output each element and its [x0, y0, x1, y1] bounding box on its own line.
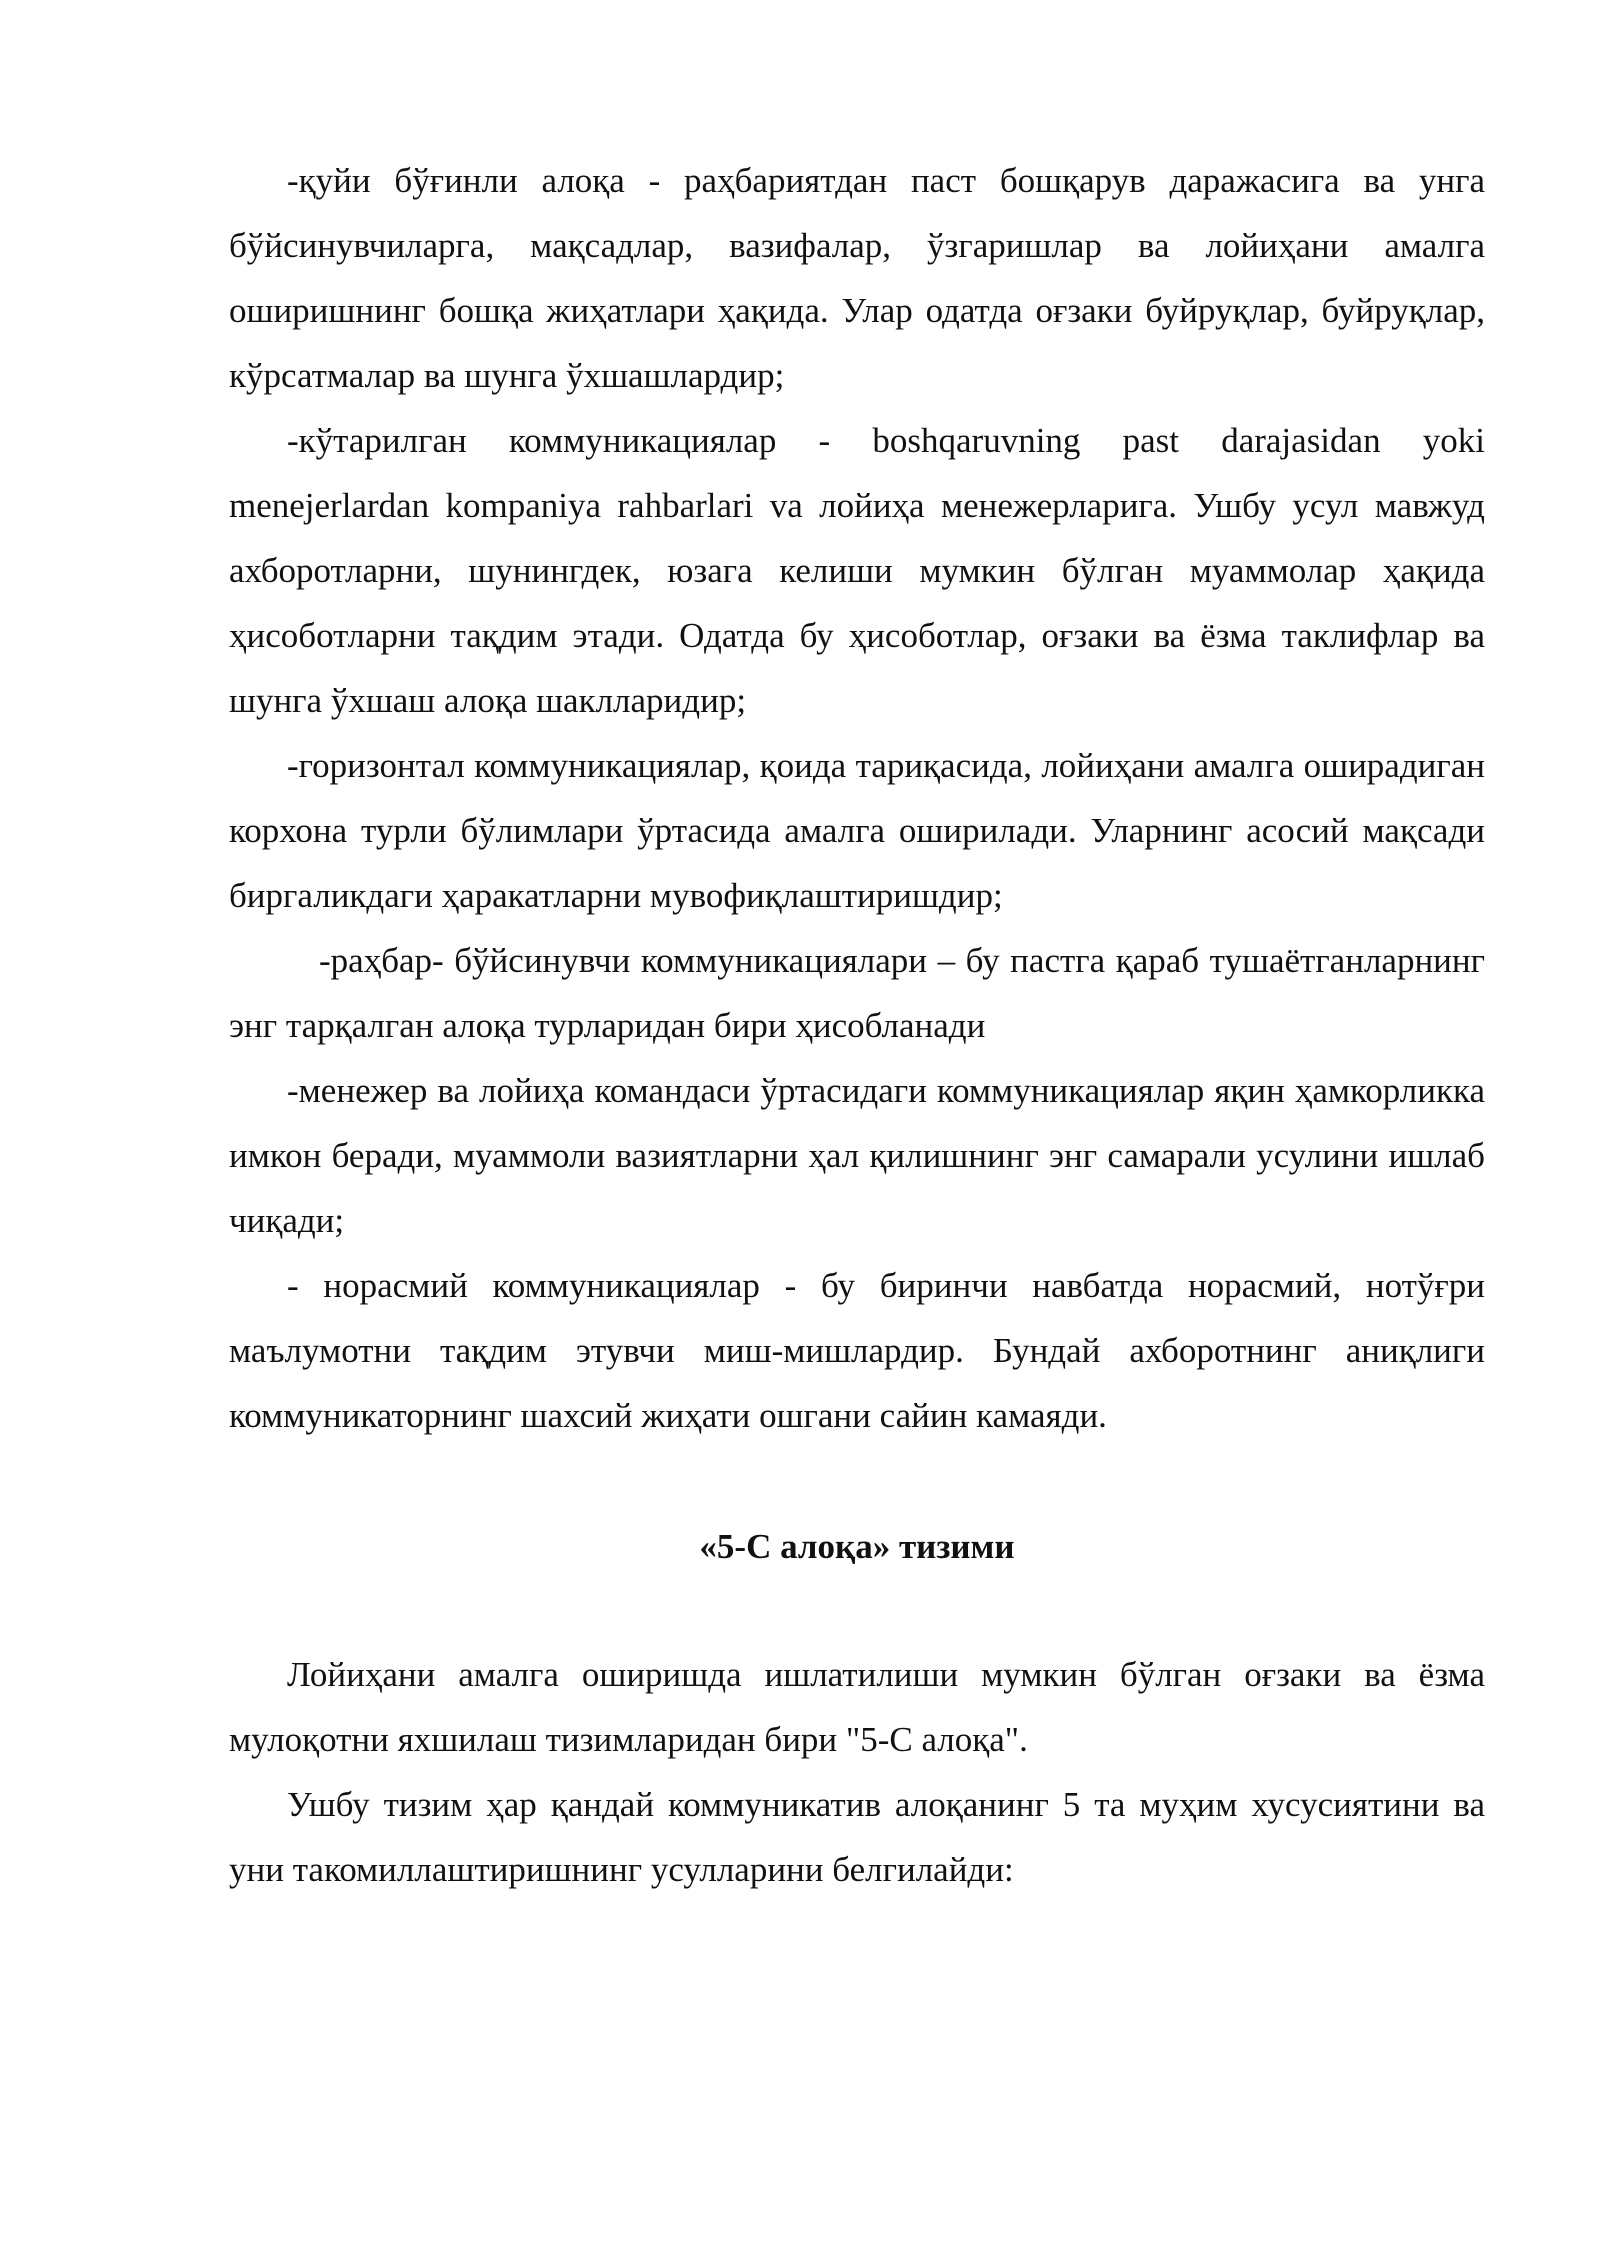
paragraph-leader-subordinate-communication: -раҳбар- бўйсинувчи коммуникациялари – бу пастга қараб тушаётганларнинг энг тарқалган алоқа турларидан бири ҳисобланади [229, 941, 1485, 1045]
paragraph-manager-team-communication: -менежер ва лойиҳа командаси ўртасидаги коммуникациялар яқин ҳамкорликка имкон беради, муаммоли вазиятларни ҳал қилишнинг энг самарали усулини ишлаб чиқади; [229, 1071, 1485, 1240]
paragraph-5c-intro: Лойиҳани амалга оширишда ишлатилиши мумкин бўлган оғзаки ва ёзма мулоқотни яхшилаш тизимларидан бири "5-С алоқа". [229, 1655, 1485, 1759]
section-heading: «5-С алоқа» тизими [699, 1527, 1015, 1566]
paragraph-upward-communication: -кўтарилган коммуникациялар - boshqaruvning past darajasidan yoki menejerlardan kompaniya rahbarlari va лойиҳа менежерларига. Ушбу усул мавжуд ахборотларни, шунингдек, юзага келиши мумкин бўлган муаммолар ҳақида ҳисоботларни тақдим этади. Одатда бу ҳисоботлар, оғзаки ва ёзма таклифлар ва шунга ўхшаш алоқа шаклларидир; [229, 421, 1485, 720]
document-body [229, 148, 1485, 1902]
paragraph-5c-properties: Ушбу тизим ҳар қандай коммуникатив алоқанинг 5 та муҳим хусусиятини ва уни такомиллаштиришнинг усулларини белгилайди: [229, 1785, 1485, 1889]
paragraph-lower-level-communication: -қуйи бўғинли алоқа - раҳбариятдан паст бошқарув даражасига ва унга бўйсинувчиларга, мақсадлар, вазифалар, ўзгаришлар ва лойиҳани амалга оширишнинг бошқа жиҳатлари ҳақида. Улар одатда оғзаки буйруқлар, буйруқлар, кўрсатмалар ва шунга ўхшашлардир; [229, 161, 1485, 395]
paragraph-horizontal-communication: -горизонтал коммуникациялар, қоида тариқасида, лойиҳани амалга оширадиган корхона турли бўлимлари ўртасида амалга оширилади. Уларнинг асосий мақсади биргаликдаги ҳаракатларни мувофиқлаштиришдир; [229, 746, 1485, 915]
paragraph-informal-communication: - норасмий коммуникациялар - бу биринчи навбатда норасмий, нотўғри маълумотни тақдим этувчи миш-мишлардир. Бундай ахборотнинг аниқлиги коммуникаторнинг шахсий жиҳати ошгани сайин камаяди. [229, 1266, 1485, 1435]
